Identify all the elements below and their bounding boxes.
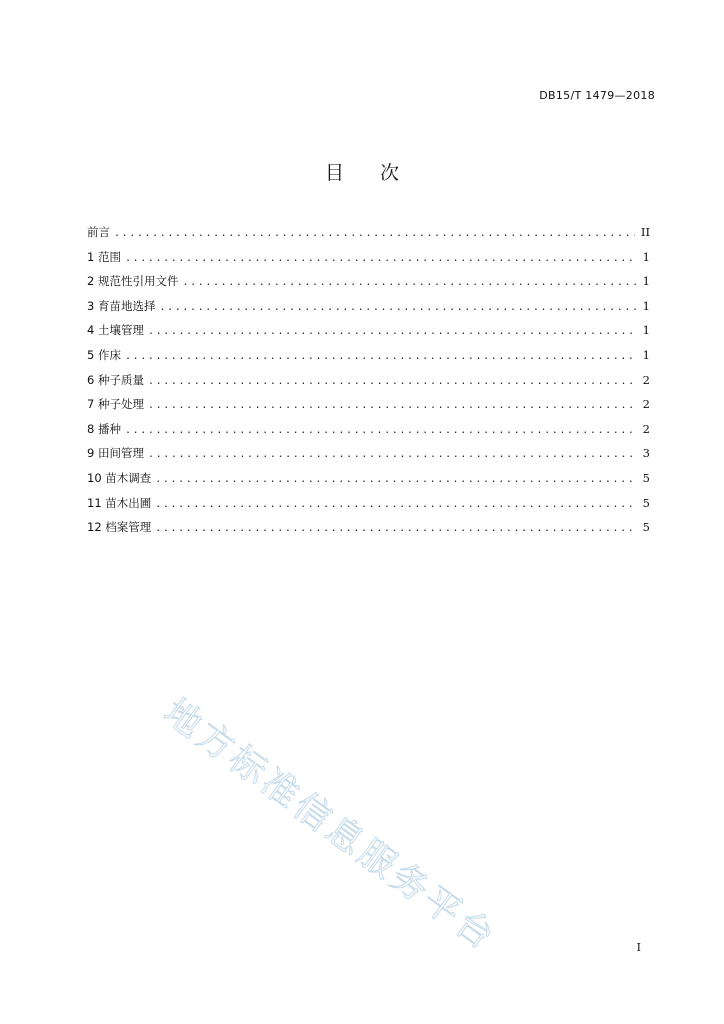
toc-entry-label: 9 田间管理 [87,446,144,461]
toc-leader-dots [148,400,636,411]
page-title [0,158,724,185]
toc-entry-label: 4 土壤管理 [87,323,144,338]
toc-entry-page: 2 [642,421,650,436]
toc-entry-label: 12 档案管理 [87,520,152,535]
toc-entry-label: 2 规范性引用文件 [87,274,179,289]
toc-entry-page: 1 [642,274,650,289]
toc-leader-dots [148,326,636,337]
toc-leader-dots [148,376,636,387]
table-of-contents [87,224,650,544]
toc-leader-dots [155,499,636,510]
toc-entry-label: 5 作床 [87,347,121,362]
toc-entry-label: 3 育苗地选择 [87,298,156,313]
title-part-1: 目 [324,162,344,184]
toc-entry-3[interactable] [87,298,650,323]
toc-leader-dots [182,277,636,288]
toc-entry-page: 1 [642,298,650,313]
toc-entry-label: 11 苗木出圃 [87,495,152,510]
toc-entry-label: 10 苗木调查 [87,470,152,485]
toc-entry-page: 5 [642,520,650,535]
watermark-text: 地方标准信息服务平台 [156,691,504,960]
toc-entry-page: 1 [642,323,650,338]
toc-entry-page: II [640,225,650,239]
toc-entry-page: 1 [642,249,650,264]
toc-leader-dots [125,351,636,362]
toc-entry-page: 5 [642,470,650,485]
page-number: I [636,941,641,954]
toc-entry-label: 6 种子质量 [87,372,144,387]
toc-entry-11[interactable] [87,495,650,520]
toc-entry-page: 1 [642,347,650,362]
toc-entry-label: 7 种子处理 [87,397,144,412]
toc-entry-7[interactable] [87,396,650,421]
toc-leader-dots [159,302,636,313]
toc-entry-4[interactable] [87,322,650,347]
toc-entry-page: 3 [642,446,650,461]
toc-leader-dots [155,474,636,485]
toc-entry-9[interactable] [87,445,650,470]
toc-leader-dots [148,449,636,460]
toc-entry-foreword[interactable] [87,224,650,249]
toc-entry-6[interactable] [87,372,650,397]
toc-entry-1[interactable] [87,249,650,274]
toc-entry-2[interactable] [87,273,650,298]
toc-entry-label: 8 播种 [87,421,121,436]
toc-leader-dots [125,253,636,264]
toc-leader-dots [155,523,636,534]
standard-code: DB15/T 1479—2018 [539,89,655,102]
toc-entry-8[interactable] [87,421,650,446]
toc-leader-dots [114,228,635,239]
toc-entry-page: 2 [642,397,650,412]
toc-entry-5[interactable] [87,347,650,372]
toc-entry-10[interactable] [87,470,650,495]
toc-entry-page: 2 [642,372,650,387]
toc-entry-label: 1 范围 [87,249,121,264]
toc-leader-dots [125,425,636,436]
title-part-2: 次 [380,162,400,184]
toc-entry-page: 5 [642,495,650,510]
toc-entry-label: 前言 [87,225,110,239]
toc-entry-12[interactable] [87,519,650,544]
